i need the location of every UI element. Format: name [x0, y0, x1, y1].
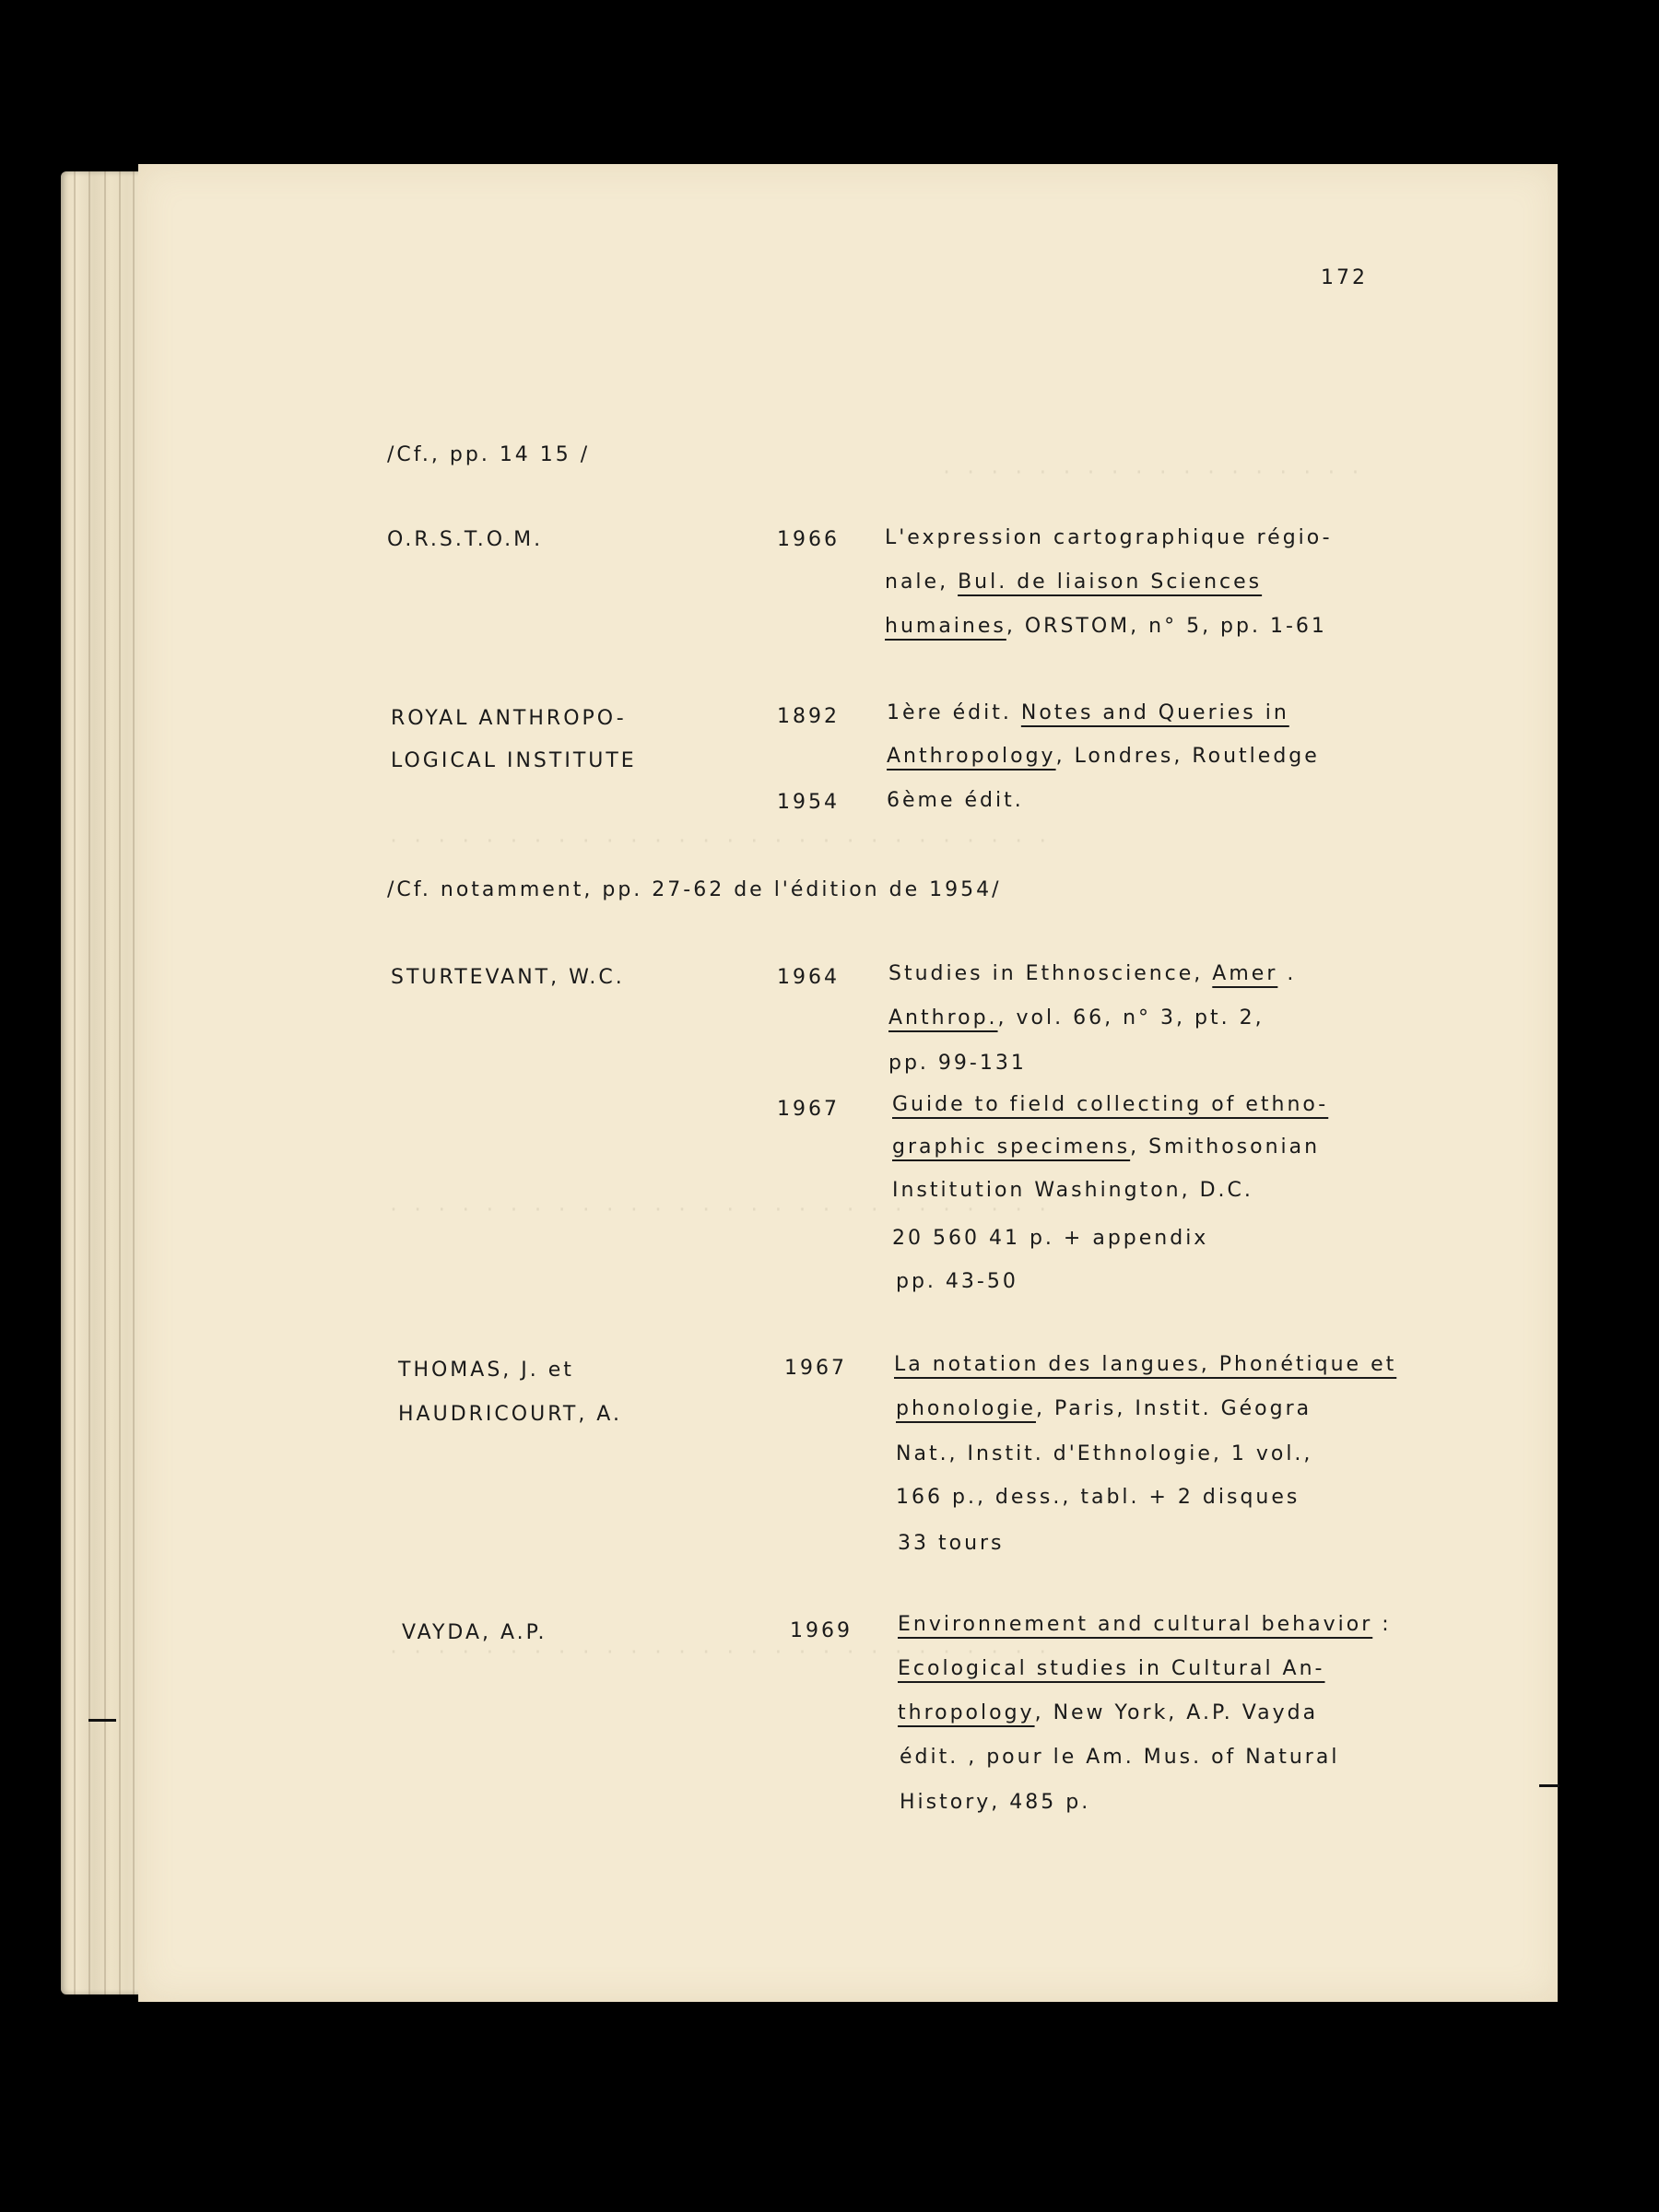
text-segment: , Londres, Routledge	[1055, 745, 1320, 768]
entry-author: HAUDRICOURT, A.	[398, 1403, 622, 1426]
entry-line	[898, 1534, 1005, 1554]
entry-line	[896, 1399, 1312, 1419]
entry-line	[885, 528, 1333, 548]
underlined-title-segment: Environnement and cultural behavior	[898, 1613, 1373, 1636]
entry-line	[887, 747, 1320, 767]
entry-line	[894, 1355, 1396, 1375]
entry-author: STURTEVANT, W.C.	[391, 966, 625, 989]
text-segment: , Paris, Instit. Géogra	[1035, 1397, 1312, 1420]
underlined-title-segment: Anthrop.	[888, 1006, 998, 1030]
text-segment: , vol. 66, n° 3, pt. 2,	[997, 1006, 1265, 1030]
underlined-title-segment: phonologie	[896, 1397, 1036, 1420]
text-segment: , New York, A.P. Vayda	[1034, 1701, 1319, 1724]
show-through-text: · · · · · · · · · · · · · · · · · · · · · · · · · · · ·	[387, 1641, 1049, 1663]
underlined-title-segment: Guide to field collecting of ethno-	[892, 1093, 1329, 1116]
entry-line	[885, 617, 1327, 637]
underlined-title-segment: humaines	[885, 615, 1006, 638]
entry-line	[896, 1444, 1312, 1465]
text-segment: édit. , pour le Am. Mus. of Natural	[900, 1746, 1340, 1769]
text-segment: 6ème édit.	[887, 789, 1024, 812]
underlined-title-segment: Ecological studies in Cultural An-	[898, 1657, 1325, 1680]
text-segment: , ORSTOM, n° 5, pp. 1-61	[1006, 615, 1327, 638]
entry-line	[887, 791, 1024, 811]
entry-line	[898, 1659, 1325, 1679]
entry-author: LOGICAL INSTITUTE	[391, 749, 637, 772]
entry-line	[900, 1747, 1339, 1768]
entry-author: O.R.S.T.O.M.	[387, 528, 544, 551]
entry-line	[892, 1229, 1208, 1249]
underlined-title-segment: La notation des langues, Phonétique et	[894, 1353, 1397, 1376]
text-segment: 166 p., dess., tabl. + 2 disques	[896, 1486, 1300, 1509]
text-segment: pp. 99-131	[888, 1052, 1027, 1075]
entry-line	[900, 1793, 1090, 1813]
entry-year: 1969	[790, 1619, 853, 1642]
page-number: 172	[1321, 266, 1368, 289]
text-segment: :	[1372, 1613, 1392, 1636]
entry-line	[892, 1181, 1253, 1201]
text-segment: nale,	[885, 571, 959, 594]
entry-year: 1966	[777, 528, 840, 551]
entry-line	[896, 1272, 1018, 1292]
entry-line	[888, 964, 1296, 984]
text-segment: L'expression cartographique régio-	[885, 526, 1333, 549]
text-segment: Nat., Instit. d'Ethnologie, 1 vol.,	[896, 1442, 1313, 1465]
entry-year: 1964	[777, 966, 840, 989]
underlined-title-segment: Anthropology	[887, 745, 1056, 768]
entry-line	[896, 1488, 1300, 1508]
cross-reference-note: /Cf., pp. 14 15 /	[387, 443, 591, 466]
margin-mark	[88, 1719, 116, 1722]
text-segment: , Smithosonian	[1130, 1135, 1321, 1159]
cross-reference-note: /Cf. notamment, pp. 27-62 de l'édition de 1954/	[387, 878, 1002, 901]
underlined-title-segment: Amer	[1212, 962, 1278, 985]
show-through-text: · · · · · · · · · · · · · · · · · · · · · · · · · · · ·	[387, 830, 1049, 852]
document-page	[138, 164, 1558, 2002]
entry-line	[888, 1053, 1027, 1074]
entry-line	[885, 572, 1262, 593]
entry-line	[888, 1008, 1265, 1029]
underlined-title-segment: Bul. de liaison Sciences	[958, 571, 1263, 594]
entry-line	[892, 1137, 1320, 1158]
entry-line	[898, 1703, 1318, 1724]
entry-year: 1967	[784, 1357, 847, 1380]
underlined-title-segment: thropology	[898, 1701, 1035, 1724]
text-segment: 20 560 41 p. + appendix	[892, 1227, 1209, 1250]
entry-author: ROYAL ANTHROPO-	[391, 707, 627, 730]
entry-year: 1892	[777, 705, 840, 728]
text-segment: Institution Washington, D.C.	[892, 1179, 1253, 1202]
entry-line	[887, 703, 1289, 724]
underlined-title-segment: graphic specimens	[892, 1135, 1131, 1159]
entry-author: VAYDA, A.P.	[402, 1621, 547, 1644]
show-through-text: · · · · · · · · · · · · · · · · · ·	[940, 461, 1361, 483]
entry-author: THOMAS, J. et	[398, 1359, 574, 1382]
margin-mark	[1539, 1784, 1559, 1787]
entry-line	[892, 1095, 1328, 1115]
text-segment: Studies in Ethnoscience,	[888, 962, 1213, 985]
text-segment: 1ère édit.	[887, 701, 1021, 724]
text-segment: .	[1277, 962, 1297, 985]
text-segment: History, 485 p.	[900, 1791, 1091, 1814]
underlined-title-segment: Notes and Queries in	[1020, 701, 1289, 724]
entry-year: 1954	[777, 791, 840, 814]
text-segment: pp. 43-50	[896, 1270, 1018, 1293]
entry-line	[898, 1615, 1392, 1635]
entry-year: 1967	[777, 1098, 840, 1121]
show-through-text: · · · · · · · · · · · · · · · · · · · · · · · · · · · ·	[387, 1198, 1049, 1220]
text-segment: 33 tours	[898, 1532, 1005, 1555]
